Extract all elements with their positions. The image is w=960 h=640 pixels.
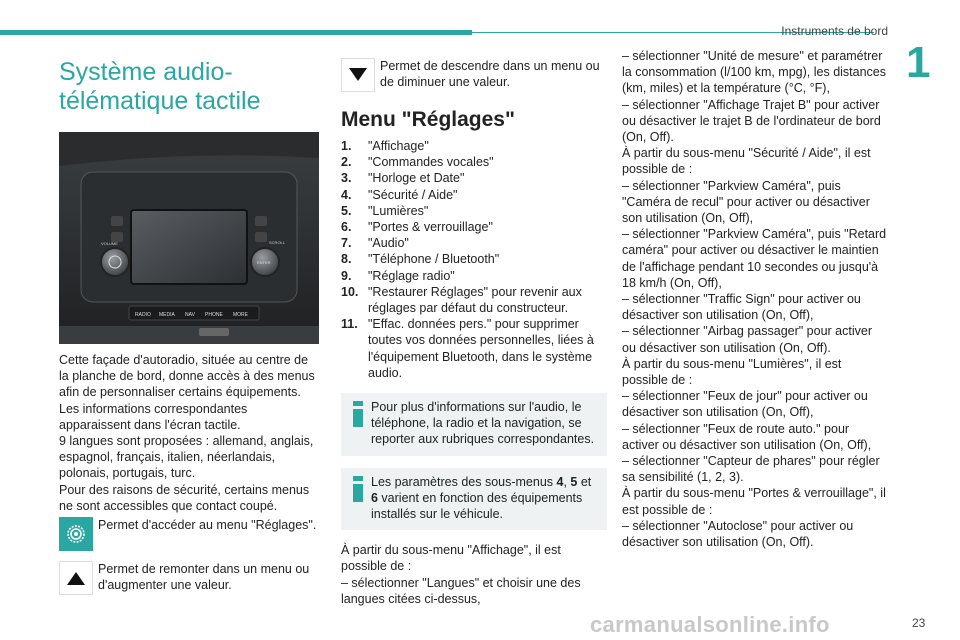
menu-heading: Menu "Réglages" bbox=[341, 108, 515, 131]
up-icon-desc: Permet de remonter dans un menu ou d'augmenter une valeur. bbox=[98, 562, 310, 593]
column-3-paragraph: – sélectionner "Parkview Caméra", puis "Caméra de recul" pour activer ou désactiver son utilisation (On, Off), bbox=[622, 178, 870, 226]
column-2 bbox=[341, 58, 607, 607]
column-3-paragraph: – sélectionner "Parkview Caméra", puis "Retard caméra" pour activer ou désactiver le maintien de l'affichage pendant 10 secondes ou jusqu'à 18 km/h (On, Off), bbox=[622, 227, 887, 290]
column-3-paragraph: À partir du sous-menu "Lumières", il est possible de : bbox=[622, 356, 842, 388]
safety-paragraph: Pour des raisons de sécurité, certains menus ne sont accessibles que contact coupé. bbox=[59, 482, 310, 513]
arrow-up-icon bbox=[59, 561, 93, 595]
radio-faceplate-photo bbox=[59, 132, 319, 344]
languages-paragraph: 9 langues sont proposées : allemand, anglais, espagnol, français, italien, néerlandais, polonais, portugais, turc. bbox=[59, 434, 314, 481]
column-3-paragraph: – sélectionner "Feux de route auto." pour activer ou désactiver son utilisation (On, Off), bbox=[622, 421, 872, 452]
menu-list-item: 7. "Audio" bbox=[341, 236, 409, 251]
column-1 bbox=[59, 58, 321, 595]
menu-list-item: 4. "Sécurité / Aide" bbox=[341, 187, 458, 202]
svg-text:MORE: MORE bbox=[233, 312, 248, 318]
column-3-paragraph: À partir du sous-menu "Portes & verrouillage", il est possible de : bbox=[622, 486, 886, 517]
info-note-2 bbox=[341, 468, 607, 531]
up-icon-row bbox=[59, 561, 321, 595]
down-icon-desc: Permet de descendre dans un menu ou de diminuer une valeur. bbox=[380, 59, 600, 90]
settings-icon-row bbox=[59, 517, 321, 551]
chapter-number: 1 bbox=[906, 38, 931, 87]
menu-list-item: 6. "Portes & verrouillage" bbox=[341, 220, 493, 235]
column-3-paragraph: À partir du sous-menu "Sécurité / Aide", il est possible de : bbox=[622, 146, 871, 177]
column-3-paragraph: – sélectionner "Feux de jour" pour activer ou désactiver son utilisation (On, Off), bbox=[622, 389, 868, 420]
info-icon bbox=[349, 401, 367, 427]
svg-text:VOLUME: VOLUME bbox=[101, 241, 118, 246]
settings-gear-icon bbox=[59, 517, 93, 551]
arrow-down-icon bbox=[341, 58, 375, 92]
note-2-text: Les paramètres des sous-menus 4, 5 et 6 varient en fonction des équipements installés sur le véhicule. bbox=[371, 474, 592, 522]
header-accent-bar bbox=[0, 30, 472, 35]
svg-text:MEDIA: MEDIA bbox=[159, 312, 175, 318]
svg-text:ENTER: ENTER bbox=[257, 260, 271, 265]
column-3-paragraph: – sélectionner "Traffic Sign" pour activer ou désactiver son utilisation (On, Off), bbox=[622, 292, 861, 323]
info-icon bbox=[349, 476, 367, 502]
column-3 bbox=[622, 48, 888, 550]
menu-list-item: 8. "Téléphone / Bluetooth" bbox=[341, 252, 500, 267]
menu-list-item: 10. "Restaurer Réglages" pour revenir aux réglages par défaut du constructeur. bbox=[341, 284, 582, 316]
column-3-paragraph: – sélectionner "Affichage Trajet B" pour activer ou désactiver le trajet B de l'ordinateur de bord (On, Off). bbox=[622, 97, 881, 145]
section-title: Instruments de bord bbox=[781, 24, 888, 38]
svg-text:NAV: NAV bbox=[185, 312, 195, 318]
intro-paragraph: Cette façade d'autoradio, située au centre de la planche de bord, donne accès à des menus afin de personnaliser certains équipements. bbox=[59, 353, 315, 400]
svg-text:SCROLL: SCROLL bbox=[269, 240, 286, 245]
menu-list-item: 1. "Affichage" bbox=[341, 139, 429, 153]
svg-text:PHONE: PHONE bbox=[205, 312, 223, 318]
settings-icon-desc: Permet d'accéder au menu "Réglages". bbox=[98, 518, 317, 533]
column-3-paragraph: – sélectionner "Capteur de phares" pour régler sa sensibilité (1, 2, 3). bbox=[622, 454, 880, 485]
settings-menu-list bbox=[341, 138, 607, 381]
display-submenu-languages: – sélectionner "Langues" et choisir une des langues citées ci-dessus, bbox=[341, 575, 581, 606]
menu-list-item: 3. "Horloge et Date" bbox=[341, 171, 465, 186]
info-paragraph: Les informations correspondantes apparaissent dans l'écran tactile. bbox=[59, 401, 248, 432]
menu-list-item: 2. "Commandes vocales" bbox=[341, 155, 494, 170]
page-number: 23 bbox=[912, 616, 926, 630]
info-note-1 bbox=[341, 393, 607, 456]
column-3-paragraph: – sélectionner "Autoclose" pour activer ou désactiver son utilisation (On, Off). bbox=[622, 518, 854, 550]
watermark: carmanualsonline.info bbox=[590, 612, 830, 637]
menu-list-item: 5. "Lumières" bbox=[341, 203, 429, 218]
column-3-paragraph: – sélectionner "Unité de mesure" et paramétrer la consommation (l/100 km, mpg), les distances (km, miles) et la température (°C, °F), bbox=[622, 49, 886, 96]
menu-list-item: 9. "Réglage radio" bbox=[341, 268, 455, 283]
svg-text:RADIO: RADIO bbox=[135, 312, 151, 318]
note-1-text: Pour plus d'informations sur l'audio, le téléphone, la radio et la navigation, se reporter aux rubriques correspondantes. bbox=[371, 400, 595, 447]
column-3-paragraph: – sélectionner "Airbag passager" pour activer ou désactiver son utilisation (On, Off). bbox=[622, 324, 872, 355]
page-title: Système audio- télématique tactile bbox=[59, 58, 261, 115]
down-icon-row bbox=[341, 58, 607, 92]
display-submenu-intro: À partir du sous-menu "Affichage", il est possible de : bbox=[341, 543, 561, 574]
menu-list-item: 11. "Effac. données pers." pour supprimer toutes vos données personnelles, liées à l'équipement Bluetooth, dans le système audio. bbox=[341, 317, 594, 380]
